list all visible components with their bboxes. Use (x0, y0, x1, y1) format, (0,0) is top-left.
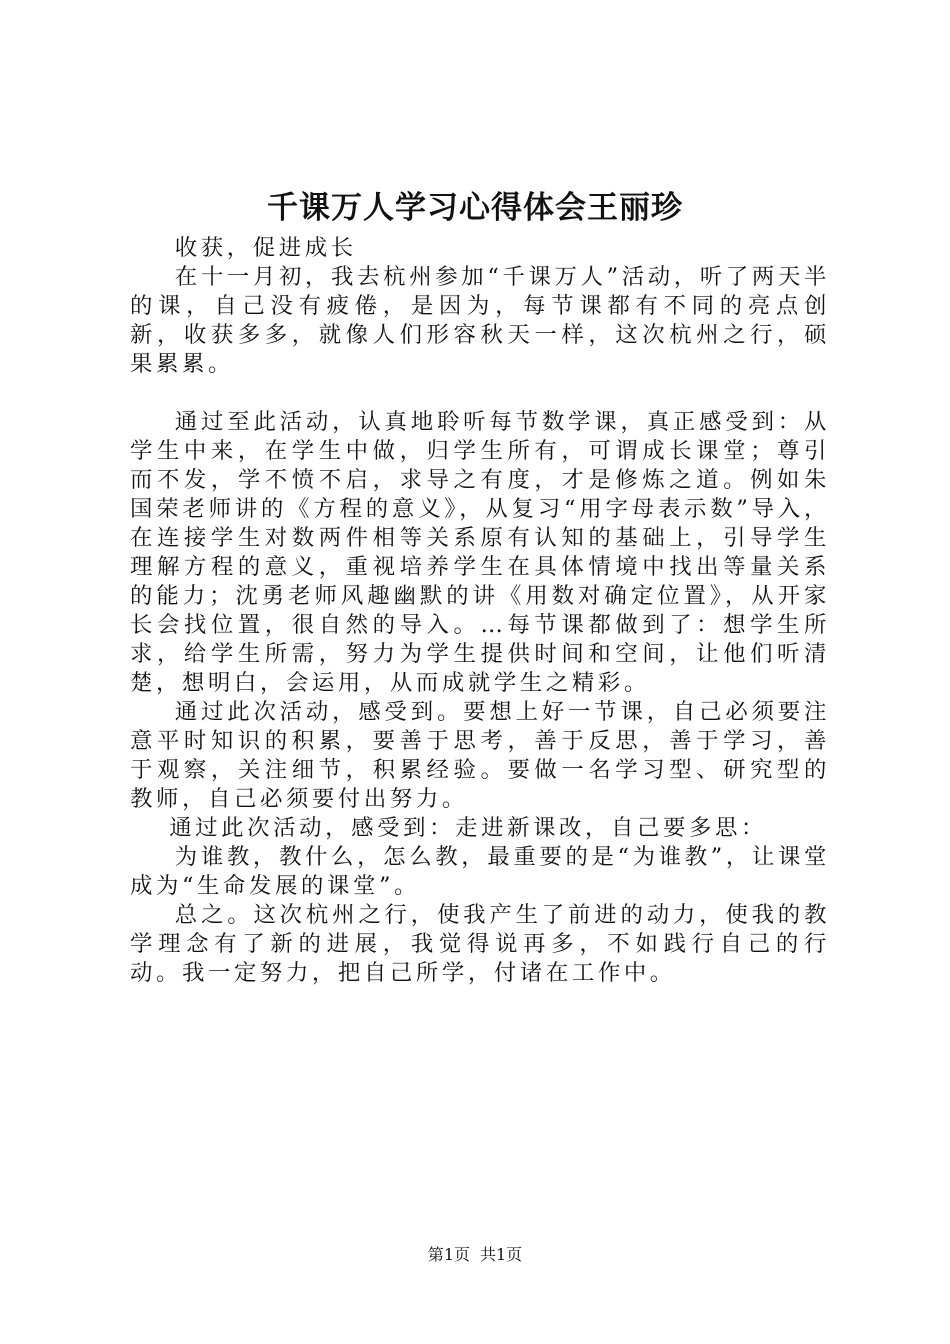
page-footer (0, 1244, 950, 1266)
paragraph-5: 为谁教，教什么，怎么教，最重要的是“为谁教”，让课堂成为“生命发展的课堂”。 (130, 844, 830, 899)
document-body (130, 234, 830, 988)
paragraph-spacer (130, 379, 830, 408)
paragraph-3: 通过此次活动，感受到。要想上好一节课，自己必须要注意平时知识的积累，要善于思考，善于反思，善于学习，善于观察，关注细节，积累经验。要做一名学习型、研究型的教师，自己必须要付出努力。 (130, 699, 830, 812)
paragraph-2: 通过至此活动，认真地聆听每节数学课，真正感受到：从学生中来，在学生中做，归学生所有，可谓成长课堂；尊引而不发，学不愤不启，求导之有度，才是修炼之道。例如朱国荣老师讲的《方程的意义》，从复习“用字母表示数”导入，在连接学生对数两件相等关系原有认知的基础上，引导学生理解方程的意义，重视培养学生在具体情境中找出等量关系的能力；沈勇老师风趣幽默的讲《用数对确定位置》，从开家长会找位置，很自然的导入。…每节课都做到了：想学生所求，给学生所需，努力为学生提供时间和空间，让他们听清楚，想明白，会运用，从而成就学生之精彩。 (130, 409, 830, 696)
page-number-current: 第1页 (427, 1245, 470, 1264)
paragraph-4: 通过此次活动，感受到：走进新课改，自己要多思： (169, 815, 767, 841)
document-title: 千课万人学习心得体会王丽珍 (267, 190, 683, 226)
paragraph-6: 总之。这次杭州之行，使我产生了前进的动力，使我的教学理念有了新的进展，我觉得说再多，不如践行自己的行动。我一定努力，把自己所学，付诸在工作中。 (130, 902, 830, 986)
paragraph-1: 在十一月初，我去杭州参加“千课万人”活动，听了两天半的课，自己没有疲倦，是因为，每节课都有不同的亮点创新，收获多多，就像人们形容秋天一样，这次杭州之行，硕果累累。 (130, 264, 830, 377)
paragraph-subheading: 收获，促进成长 (174, 235, 357, 261)
page-number-total: 共1页 (480, 1245, 523, 1264)
